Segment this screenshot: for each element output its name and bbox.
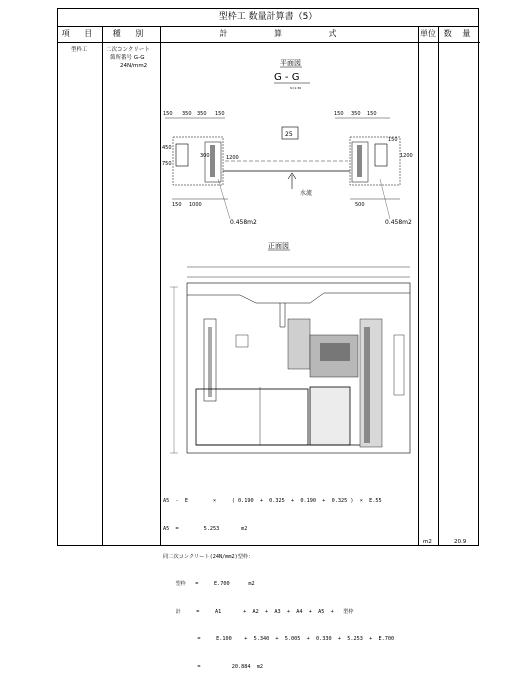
plan-drawing [160, 49, 418, 237]
calc-line: A5 = 5.253 m2 [163, 526, 248, 533]
type-line: 二次コンクリート [106, 47, 150, 53]
dim: 750 [162, 161, 172, 167]
dim: 500 [355, 202, 365, 208]
item-cell: 型枠工 [71, 47, 88, 53]
calc-block [163, 479, 394, 691]
calc-line: A5 - E × ( 0.190 + 0.325 + 0.190 + 0.325 ) × E.55 [163, 498, 382, 505]
calc-line: = 20.884 m2 [163, 664, 263, 671]
calc-line: = E.100 + 5.340 + 5.005 + 0.330 + 5.253 + E.700 [163, 636, 395, 643]
elevation-drawing [160, 237, 418, 475]
calc-line: 型枠 = E.700 m2 [163, 581, 255, 588]
result-qty: 20.9 [454, 539, 467, 545]
dim: 450 [162, 145, 172, 151]
area-label: 0.458m2 [385, 219, 412, 226]
dim: 150 [334, 111, 344, 117]
dim: 150 [388, 137, 398, 143]
type-line: 箇所番号 G-G [110, 55, 145, 61]
header-formula: 計 算 式 [160, 26, 418, 43]
area-label: 0.458m2 [230, 219, 257, 226]
header-item: 項 目 [58, 26, 102, 43]
header-type: 種 別 [102, 26, 160, 43]
elevation-label: 正面図 [268, 242, 289, 250]
type-line: 24N/mm2 [120, 63, 148, 69]
dim: 150 [172, 202, 182, 208]
section-label: G - G [274, 72, 300, 83]
sheet-title: 型枠工 数量計算書（5） [58, 9, 478, 27]
column-divider [102, 26, 103, 545]
result-unit: m2 [423, 539, 432, 545]
dim: 1000 [189, 202, 202, 208]
section-scale: S=1:30 [290, 86, 302, 90]
column-divider [418, 26, 419, 545]
column-divider [438, 26, 439, 545]
plan-label: 平面図 [280, 59, 301, 67]
dim: 350 [182, 111, 192, 117]
dim: 300 [200, 153, 210, 159]
dim: 150 [367, 111, 377, 117]
flow-label: 水流 [300, 190, 313, 197]
header-unit: 単位 [418, 26, 438, 43]
dim: 1200 [226, 155, 239, 161]
dim: 150 [163, 111, 173, 117]
dim: 350 [197, 111, 207, 117]
dim: 350 [351, 111, 361, 117]
quantity-sheet [57, 8, 479, 671]
dim: 150 [215, 111, 225, 117]
header-qty: 数 量 [438, 26, 480, 43]
calc-line: 同二次コンクリート(24N/mm2)型枠： [163, 553, 254, 560]
box-label: 25 [285, 131, 293, 138]
calc-line: 計 = A1 + A2 + A3 + A4 + A5 + 型枠 [163, 608, 354, 615]
dim: 1200 [400, 153, 413, 159]
